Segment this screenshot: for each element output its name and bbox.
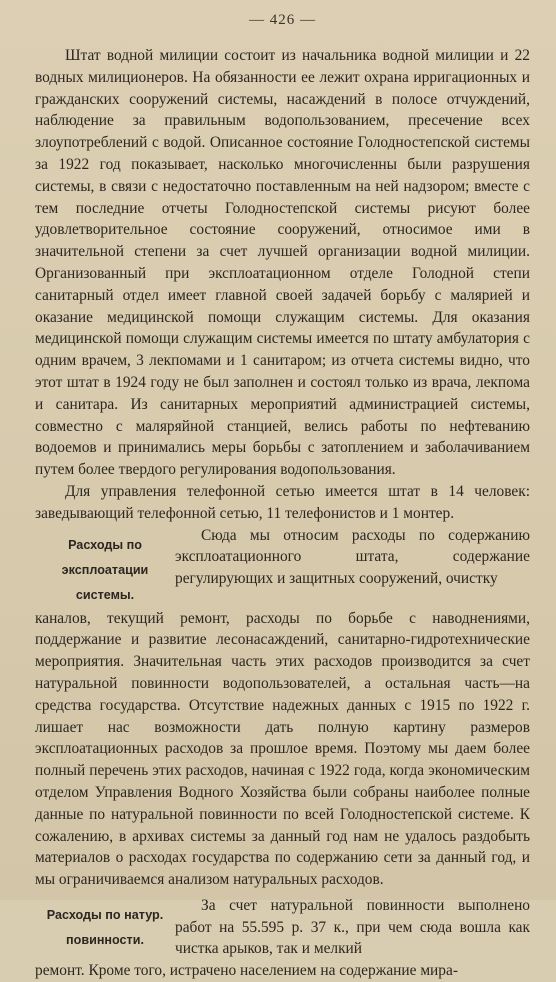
paragraph-natural-duty-continued: ремонт. Кроме того, истрачено населением на содержание мира- (35, 962, 458, 980)
side-text-exploitation: Сюда мы относим расходы по содержанию эксплоатационного штата, содержание регулирующих и защитных сооружений, очистку (175, 526, 530, 588)
paragraph-exploitation-continued: каналов, текущий ремонт, расходы по борьбе с наводнениями, поддержание и развитие лесонасаждений, санитарно-гидротехнические мероприятия. Значительная часть этих расходов производится за счет натуральной повинности водопользователей, а остальная часть—на средства государства. Отсутствие надежных данных с 1915 по 1922 г. лишает нас возможности дать полную картину размеров эксплоатационных расходов за прошлое время. Поэтому мы даем более полный перечень этих расходов, начиная с 1922 года, когда экономическим отделом Управления Водного Хозяйства были собраны наиболее полные данные по натуральной повинности по всей Голодностепской системе. К сожалению, в архивах системы за данный год нам не удалось раздобыть материалов о расходах государства по содержанию сети за данный год, и мы ограничиваемся анализом натуральных расходов. (35, 609, 530, 889)
section-exploitation-costs (35, 525, 530, 608)
side-heading-exploitation: Расходы по эксплоатации системы. (61, 537, 149, 602)
paragraph-telephone-staff: Для управления телефонной сетью имеется штат в 14 человек: заведывающий телефонной сетью, 11 телефонистов и 1 монтер. (35, 482, 530, 522)
page-number: — 426 — (249, 12, 316, 28)
side-text-natural-duty: За счет натуральной повинности выполнено работ на 55.595 р. 37 к., при чем сюда вошла как чистка арыков, так и мелкий (175, 896, 530, 958)
paragraph-water-militia: Штат водной милиции состоит из начальника водной милиции и 22 водных милиционеров. На обязанности ее лежит охрана ирригационных и гражданских сооружений системы, насаждений в полосе отчуждений, наблюдение за правильным водопользованием, пресечение всех злоупотреблений с водой. Описанное состояние Голодностепской системы за 1922 год показывает, насколько многочисленны были разрушения системы, в связи с недостаточно поставленным на ней надзором; вместе с тем последние отчеты Голодностепской системы рисуют более удовлетворительное состояние сооружений, относимое ими в значительной степени за счет лучшей организации водной милиции. Организованный при эксплоатационном отделе Голодной степи санитарный отдел имеет главной своей задачей борьбу с малярией и оказание медицинской помощи служащим системы. Для оказания медицинской помощи служащим системы имеется по штату амбулатория с одним врачем, 3 лекпомами и 1 санитаром; из отчета системы видно, что этот штат в 1924 году не был заполнен и состоял только из врача, лекпома и санитара. Из санитарных мероприятий администрацией системы, совместно с маляряйной станцией, велись работы по нефтеванию водоемов и принимались меры борьбы с затоплением и заболачиванием путем более твердого регулирования водопользования. (35, 47, 530, 479)
side-heading-natural-duty: Расходы по натур. повинности. (46, 907, 164, 947)
section-natural-duty-costs (35, 895, 530, 960)
